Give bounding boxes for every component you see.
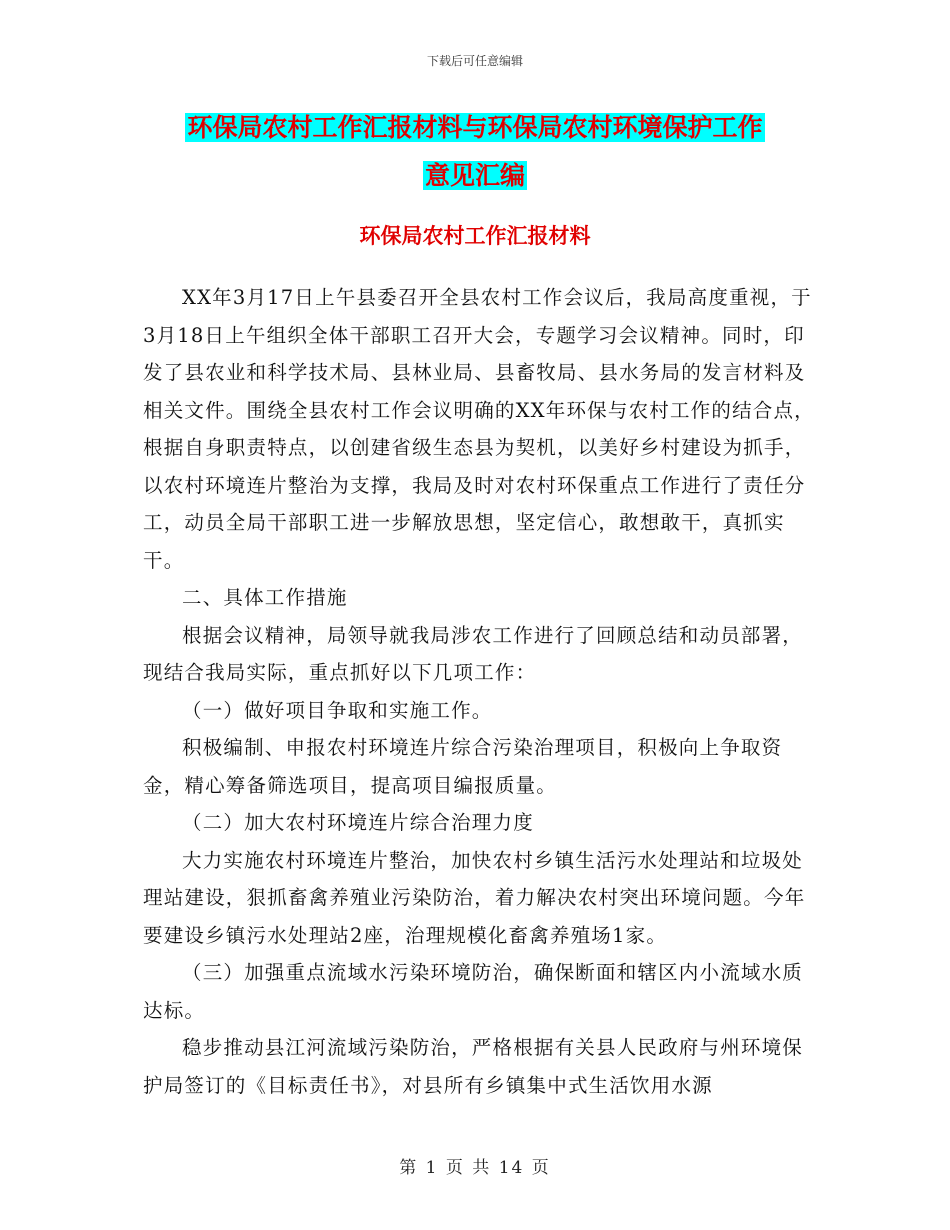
section-title: 环保局农村工作汇报材料 (359, 223, 591, 248)
paragraph: 积极编制、申报农村环境连片综合污染治理项目，积极向上争取资金，精心筹备筛选项目，提高项目编报质量。 (143, 736, 783, 797)
page-footer: 第 1 页 共 14 页 (399, 1158, 551, 1178)
paragraph-heading: 二、具体工作措施 (182, 586, 348, 609)
paragraph: XX年3月17日上午县委召开全县农村工作会议后，我局高度重视，于3月18日上午组织全体干部职工召开大会，专题学习会议精神。同时，印发了县农业和科学技术局、县林业局、县畜牧局、县水务局的发言材料及相关文件。围绕全县农村工作会议明确的XX年环保与农村工作的结合点，根据自身职责特点，以创建省级生态县为契机，以美好乡村建设为抓手，以农村环境连片整治为支撑，我局及时对农村环保重点工作进行了责任分工，动员全局干部职工进一步解放思想，坚定信心，敢想敢干，真抓实干。 (143, 286, 815, 572)
paragraph: 根据会议精神，局领导就我局涉农工作进行了回顾总结和动员部署，现结合我局实际，重点抓好以下几项工作： (143, 623, 804, 684)
paragraph-subheading: （二）加大农村环境连片综合治理力度 (182, 811, 534, 834)
title-line-2: 意见汇编 (424, 161, 525, 190)
paragraph-subheading: （三）加强重点流域水污染环境防治，确保断面和辖区内小流域水质达标。 (143, 961, 804, 1022)
document-body (143, 279, 823, 1104)
paragraph-subheading: （一）做好项目争取和实施工作。 (182, 698, 493, 722)
document-title (0, 104, 950, 200)
paragraph: 大力实施农村环境连片整治，加快农村乡镇生活污水处理站和垃圾处理站建设，狠抓畜禽养殖业污染防治，着力解决农村突出环境问题。今年要建设乡镇污水处理站2座，治理规模化畜禽养殖场1家。 (143, 848, 806, 947)
title-line-1: 环保局农村工作汇报材料与环保局农村环境保护工作 (187, 113, 763, 142)
paragraph: 稳步推动县江河流域污染防治，严格根据有关县人民政府与州环境保护局签订的《目标责任书》，对县所有乡镇集中式生活饮用水源 (143, 1036, 804, 1097)
header-note: 下载后可任意编辑 (426, 54, 523, 68)
